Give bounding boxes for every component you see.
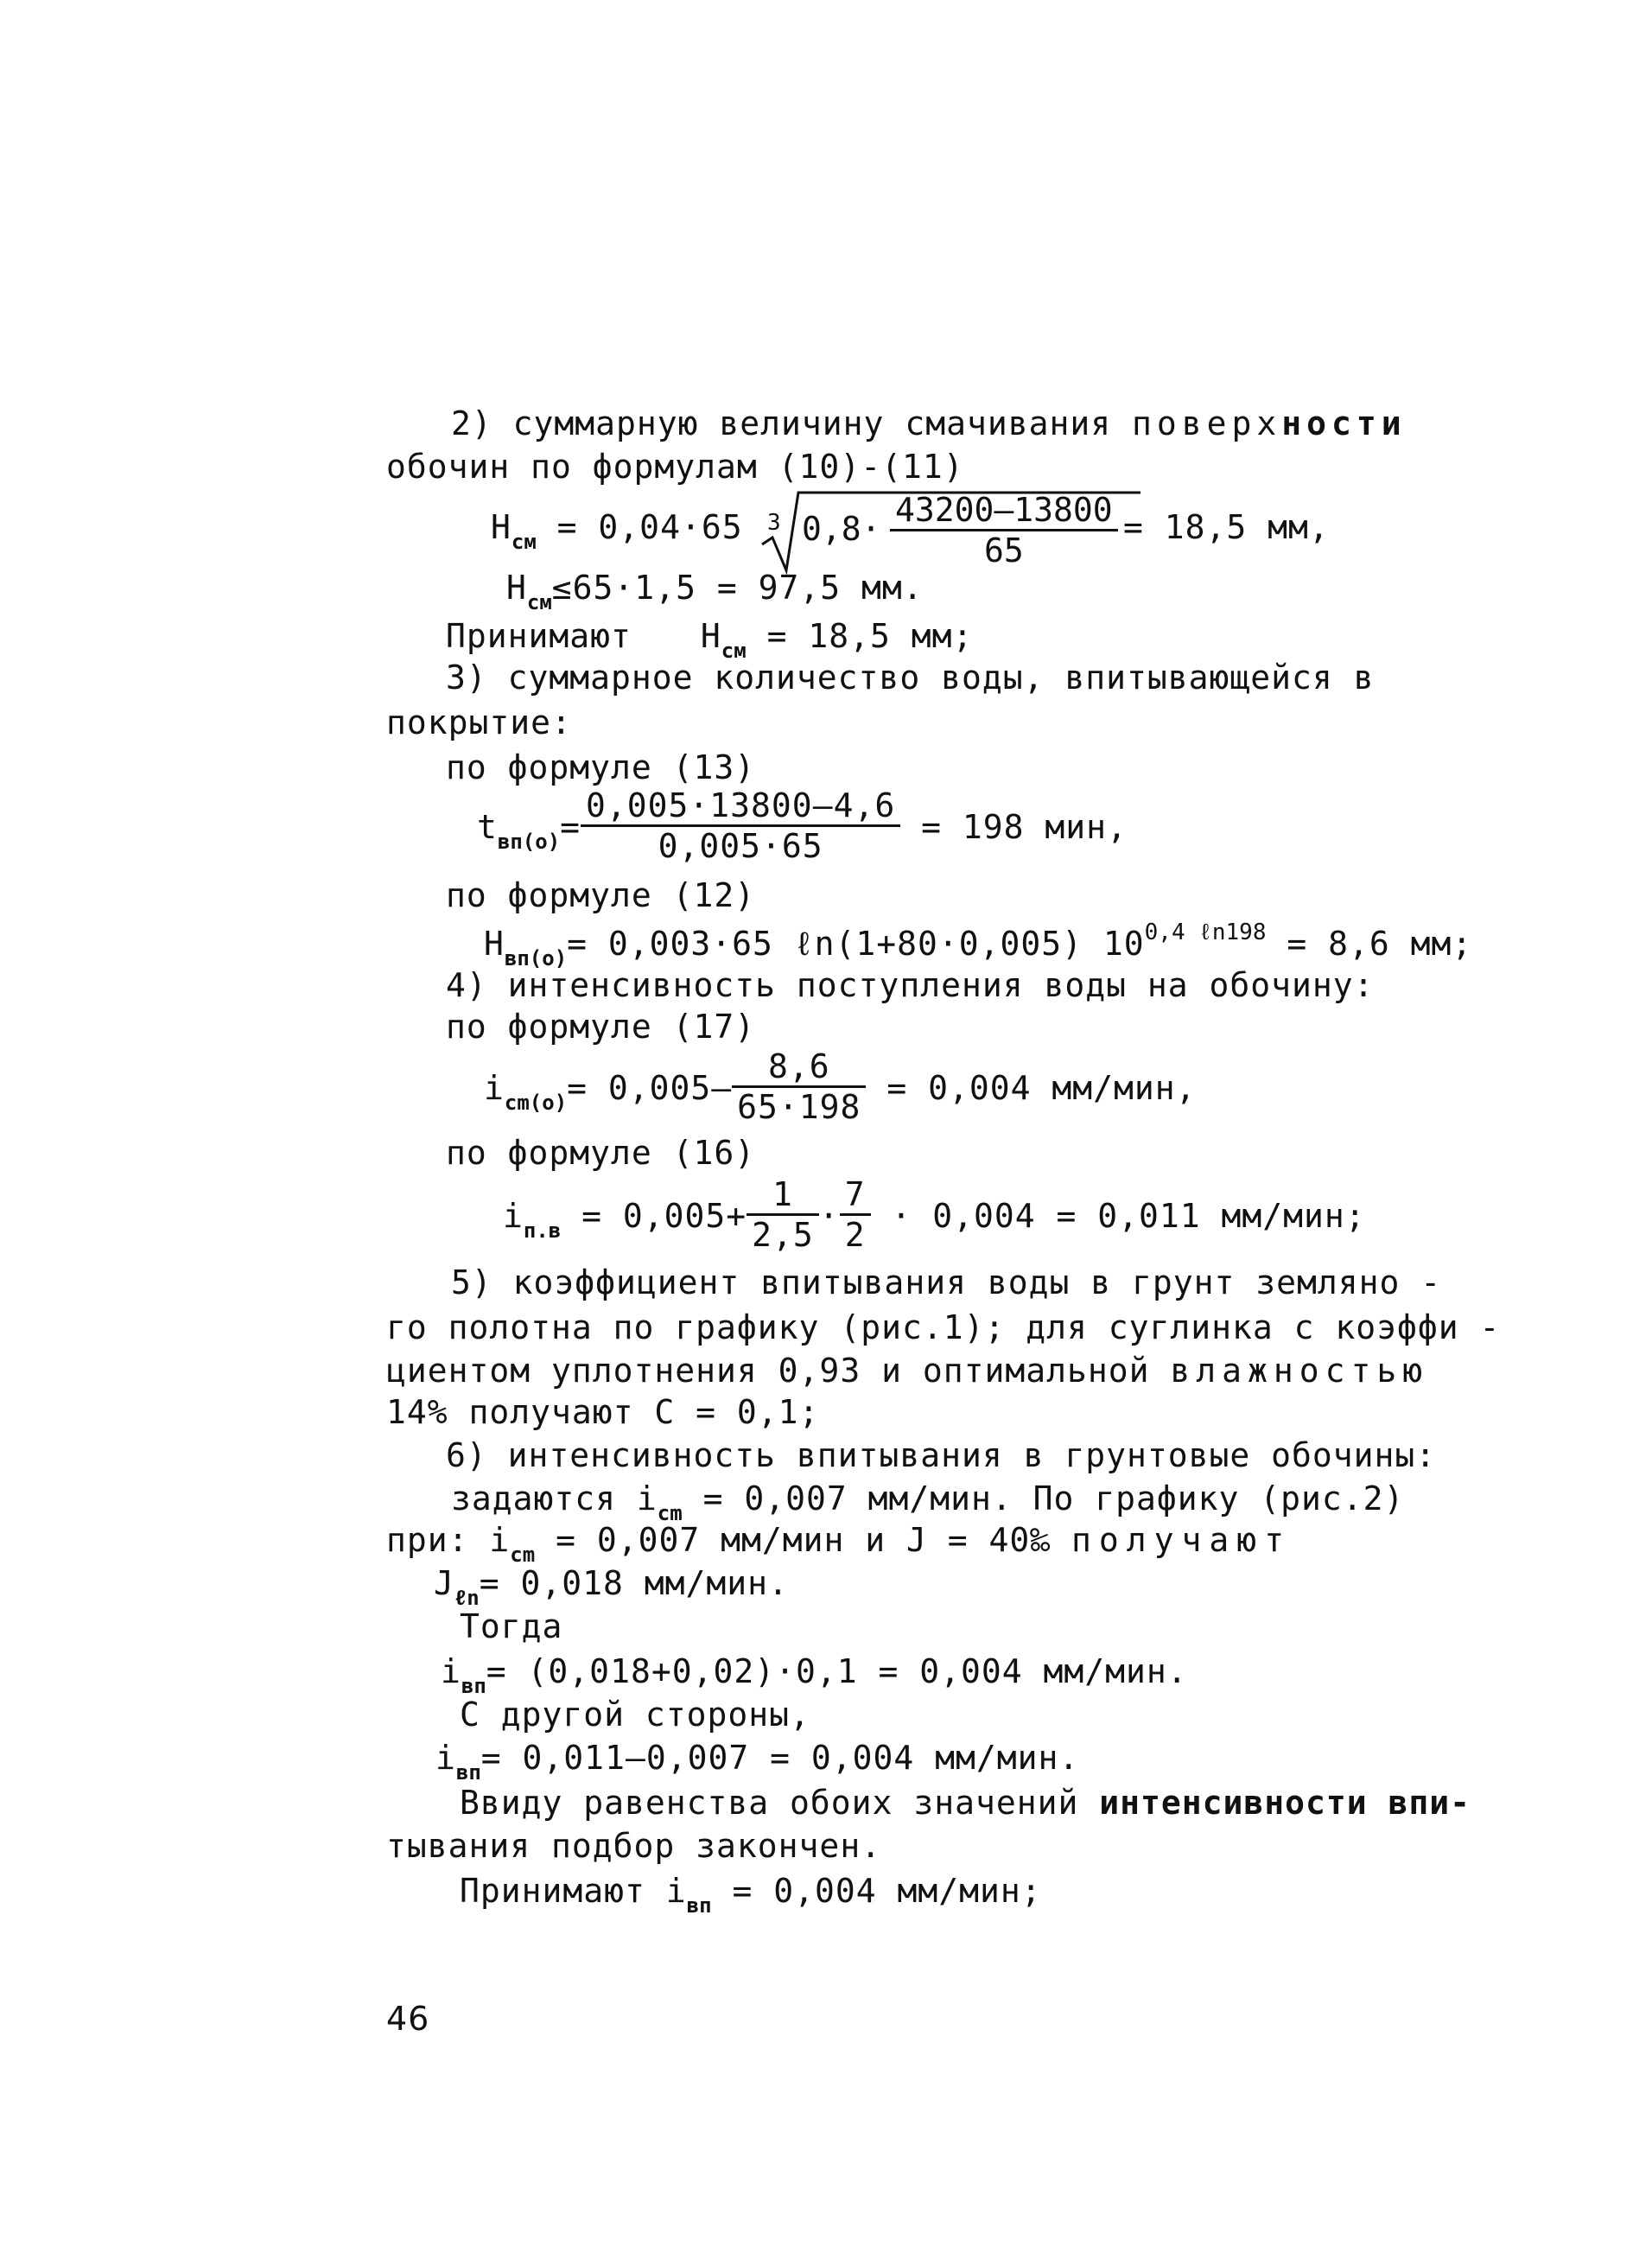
subscript: вп(о) [497, 830, 561, 854]
subscript: cm [657, 1501, 683, 1525]
equality-line-b: тывания подбор закончен. [386, 1827, 882, 1865]
var-i: i [503, 1197, 524, 1235]
subscript: см [511, 530, 537, 554]
text: = (0,018+0,02)·0,1 = 0,004 мм/мин. [486, 1652, 1188, 1690]
text: · 0,004 = 0,011 мм/мин; [870, 1197, 1366, 1235]
text: задаются [451, 1479, 637, 1517]
item-5-line-a: 5) коэффициент впитывания воды в грунт земляно - [451, 1263, 1442, 1301]
text: ≤65·1,5 = 97,5 мм. [551, 569, 924, 607]
subscript: cm [510, 1543, 536, 1567]
formula-icm [484, 1047, 1197, 1129]
numerator: 0,005·13800–4,6 [581, 786, 900, 827]
var-h: H [700, 617, 721, 655]
var-i: i [489, 1521, 511, 1559]
item-5-line-c [386, 1350, 1428, 1391]
var-i: i [435, 1739, 456, 1777]
root-index: 3 [767, 510, 781, 536]
accept-hsm [446, 615, 973, 661]
bold-text: интенсивности впи- [1099, 1784, 1471, 1822]
formula-h12 [484, 919, 1473, 970]
text: = 18,5 мм; [746, 617, 974, 655]
text: при: [386, 1521, 490, 1559]
var-h: H [506, 569, 527, 607]
item-3-line: 3) суммарное количество воды, впитывающейся в [446, 659, 1375, 697]
numerator: 8,6 [732, 1047, 866, 1088]
var-i: i [441, 1652, 461, 1690]
spaced-text: поверх [1131, 404, 1282, 442]
text: = 0,011–0,007 = 0,004 мм/мин. [480, 1739, 1080, 1777]
fraction [732, 1047, 866, 1126]
text: = 198 мин, [900, 808, 1128, 846]
text: Ввиду равенства обоих значений [460, 1784, 1100, 1822]
formula-hsm-result: = 18,5 мм, [1123, 508, 1330, 546]
var-j: J [434, 1564, 454, 1602]
text: Принимают [446, 617, 632, 655]
formula-hsm [491, 506, 743, 552]
item-3-continuation: покрытие: [386, 703, 572, 741]
bold-text: ности [1281, 404, 1407, 442]
fraction [581, 786, 900, 865]
other-side-line: С другой стороны, [460, 1696, 810, 1734]
page-number: 46 [386, 2000, 430, 2038]
denominator: 2,5 [752, 1216, 814, 1254]
by-formula-12: по формуле (12) [446, 876, 756, 914]
then-line: Тогда [460, 1607, 563, 1645]
var-t: t [477, 808, 498, 846]
subscript: вп [686, 1893, 712, 1918]
fraction [890, 491, 1118, 569]
text: циентом уплотнения 0,93 и оптимальной [386, 1352, 1171, 1390]
fraction [747, 1175, 819, 1254]
subscript: вп(о) [504, 946, 568, 970]
by-formula-17: по формуле (17) [446, 1008, 756, 1046]
dot: · [818, 1197, 840, 1235]
var-h: H [484, 925, 505, 963]
item-6-line-c [386, 1519, 1292, 1565]
denominator: 2 [844, 1216, 866, 1254]
item-4-line: 4) интенсивность поступления воды на обочину: [446, 966, 1375, 1004]
text: = 8,6 мм; [1266, 925, 1473, 963]
spaced-text: получают [1071, 1521, 1293, 1559]
text: = 0,007 мм/мин. По графику (рис.2) [682, 1479, 1405, 1517]
formula-hsm-limit [506, 567, 924, 613]
numerator: 7 [840, 1175, 871, 1216]
var-i: i [636, 1479, 658, 1517]
text: = 0,007 мм/мин и J = 40‰ [535, 1521, 1072, 1559]
item-5-line-b: го полотна по графику (рис.1); для суглинка с коэффи - [386, 1308, 1501, 1346]
by-formula-13: по формуле (13) [446, 748, 756, 786]
formula-inv [503, 1175, 1366, 1257]
denominator: 65·198 [737, 1088, 861, 1126]
denominator: 0,005·65 [658, 827, 823, 865]
formula-t [477, 786, 1128, 868]
equality-line-a [460, 1782, 1471, 1823]
formula-ivp-1 [441, 1651, 1188, 1696]
text: = 0,005– [567, 1069, 733, 1107]
subscript: см [721, 639, 747, 663]
root-inner: 0,8· [802, 510, 881, 548]
item-6-line-b [451, 1478, 1404, 1524]
cube-root [760, 484, 1141, 579]
text: = 0,004 мм/мин; [711, 1872, 1042, 1910]
exponent: 0,4 ℓn198 [1144, 919, 1267, 945]
item-6-line-d [434, 1562, 789, 1608]
subscript: ℓn [454, 1586, 480, 1610]
fraction [840, 1175, 871, 1254]
by-formula-16: по формуле (16) [446, 1134, 756, 1172]
equals: = [560, 808, 581, 846]
var-h: H [491, 508, 511, 546]
denominator: 65 [983, 531, 1024, 569]
accept-ivp [460, 1870, 1042, 1916]
text: = 0,005+ [561, 1197, 747, 1235]
numerator: 43200–13800 [890, 491, 1118, 531]
var-i: i [665, 1872, 687, 1910]
text: 2) суммарную величину смачивания [451, 404, 1132, 442]
subscript: вп [461, 1674, 486, 1698]
item-6-line: 6) интенсивность впитывания в грунтовые обочины: [446, 1436, 1437, 1474]
item-5-line-d: 14% получают C = 0,1; [386, 1393, 820, 1431]
text: = 0,018 мм/мин. [479, 1564, 789, 1602]
text: Принимают [460, 1872, 666, 1910]
numerator: 1 [747, 1175, 819, 1216]
subscript: вп [455, 1760, 481, 1785]
subscript: cm(o) [504, 1091, 568, 1115]
item-2-continuation: обочин по формулам (10)-(11) [386, 448, 964, 486]
spaced-text: влажностью [1170, 1352, 1429, 1390]
formula-ivp-2 [435, 1737, 1079, 1783]
subscript: п.в [523, 1218, 562, 1243]
text: = 0,003·65 ℓn(1+80·0,005) 10 [567, 925, 1145, 963]
var-i: i [484, 1069, 505, 1107]
text: = 0,004 мм/мин, [866, 1069, 1197, 1107]
subscript: см [526, 590, 552, 614]
text: = 0,04·65 [536, 508, 743, 546]
item-2-line [451, 403, 1407, 444]
